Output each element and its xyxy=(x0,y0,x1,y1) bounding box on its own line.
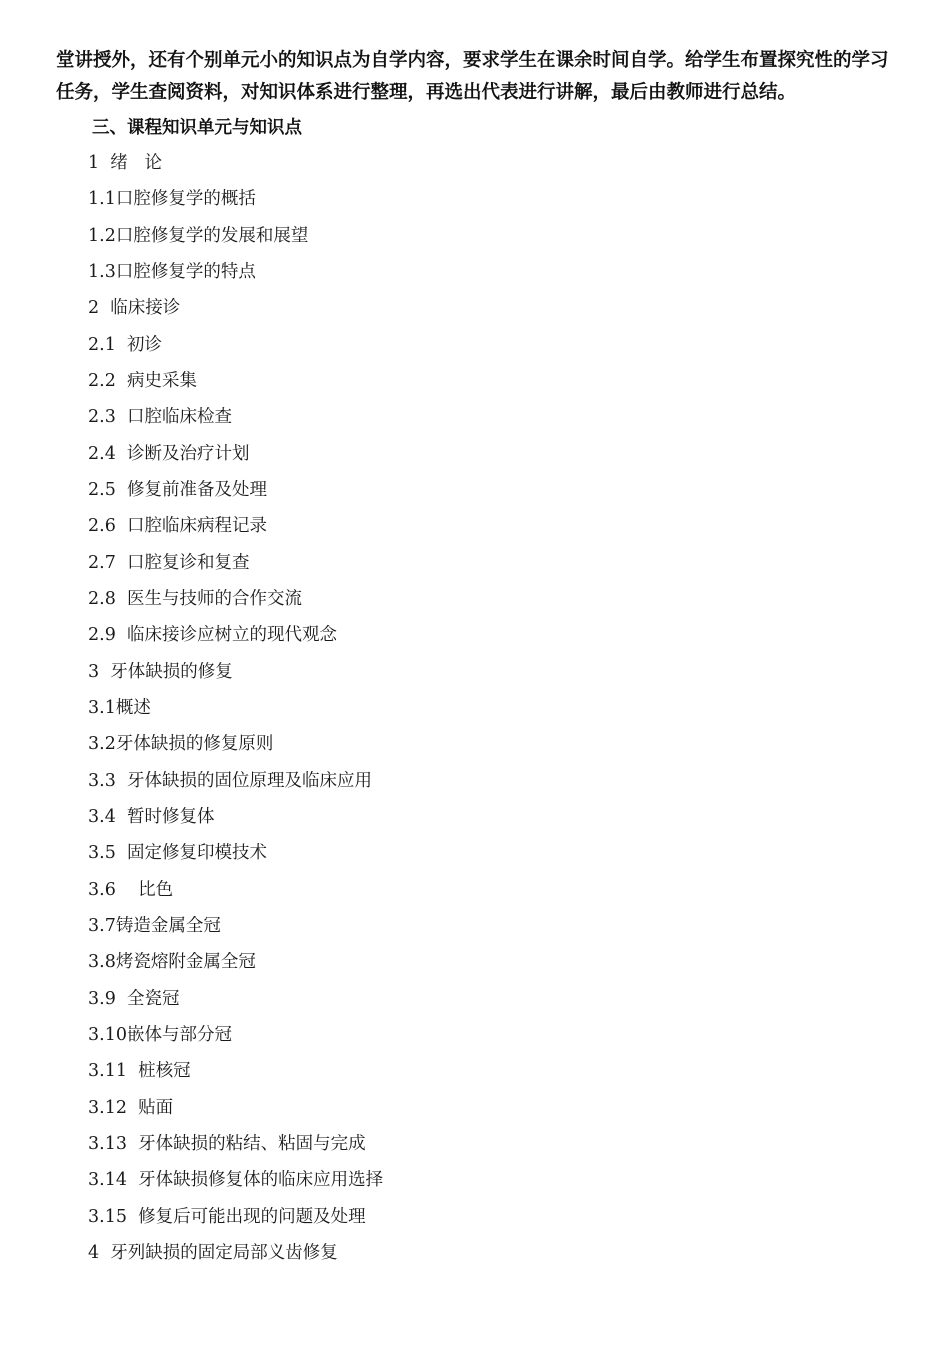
outline-item: 1.3口腔修复学的特点 xyxy=(88,261,256,282)
outline-item: 3.2牙体缺损的修复原则 xyxy=(88,734,274,755)
outline-item: 2.8 医生与技师的合作交流 xyxy=(88,588,302,609)
outline-item: 3 牙体缺损的修复 xyxy=(88,661,233,682)
intro-paragraph: 堂讲授外，还有个别单元小的知识点为自学内容，要求学生在课余时间自学。给学生布置探究性的学习任务，学生查阅资料，对知识体系进行整理，再选出代表进行讲解，最后由教师进行总结。 xyxy=(56,50,889,103)
outline-item: 3.7铸造金属全冠 xyxy=(88,915,221,936)
outline-item: 2.7 口腔复诊和复查 xyxy=(88,552,250,573)
outline-item: 1.1口腔修复学的概括 xyxy=(88,189,256,210)
outline-item: 3.12 贴面 xyxy=(88,1097,174,1118)
outline-item: 3.4 暂时修复体 xyxy=(88,806,215,827)
outline-item: 3.11 桩核冠 xyxy=(88,1061,191,1082)
outline-item: 3.14 牙体缺损修复体的临床应用选择 xyxy=(88,1170,384,1191)
outline-item: 3.1概述 xyxy=(88,697,151,718)
outline-item: 2 临床接诊 xyxy=(88,298,181,319)
outline-item: 3.5 固定修复印模技术 xyxy=(88,843,267,864)
outline-item: 3.3 牙体缺损的固位原理及临床应用 xyxy=(88,770,372,791)
outline-item: 3.10嵌体与部分冠 xyxy=(88,1024,232,1045)
outline-item: 2.4 诊断及治疗计划 xyxy=(88,443,250,464)
outline-item: 3.8烤瓷熔附金属全冠 xyxy=(88,952,256,973)
outline-item: 3.15 修复后可能出现的问题及处理 xyxy=(88,1206,366,1227)
outline-item: 2.9 临床接诊应树立的现代观念 xyxy=(88,625,337,646)
outline-item: 2.3 口腔临床检查 xyxy=(88,407,232,428)
outline-item: 2.6 口腔临床病程记录 xyxy=(88,516,267,537)
outline-item: 2.1 初诊 xyxy=(88,334,162,355)
outline-item: 4 牙列缺损的固定局部义齿修复 xyxy=(88,1242,338,1263)
outline-item: 2.2 病史采集 xyxy=(88,370,197,391)
section-heading: 三、课程知识单元与知识点 xyxy=(92,118,302,138)
outline-item: 3.6 比色 xyxy=(88,879,174,900)
outline-item: 1 绪 论 xyxy=(88,153,162,173)
outline-item: 1.2口腔修复学的发展和展望 xyxy=(88,225,309,246)
outline-item: 3.13 牙体缺损的粘结、粘固与完成 xyxy=(88,1133,366,1154)
outline-item: 2.5 修复前准备及处理 xyxy=(88,479,267,500)
outline-item: 3.9 全瓷冠 xyxy=(88,988,180,1009)
knowledge-outline-list xyxy=(88,149,383,1275)
